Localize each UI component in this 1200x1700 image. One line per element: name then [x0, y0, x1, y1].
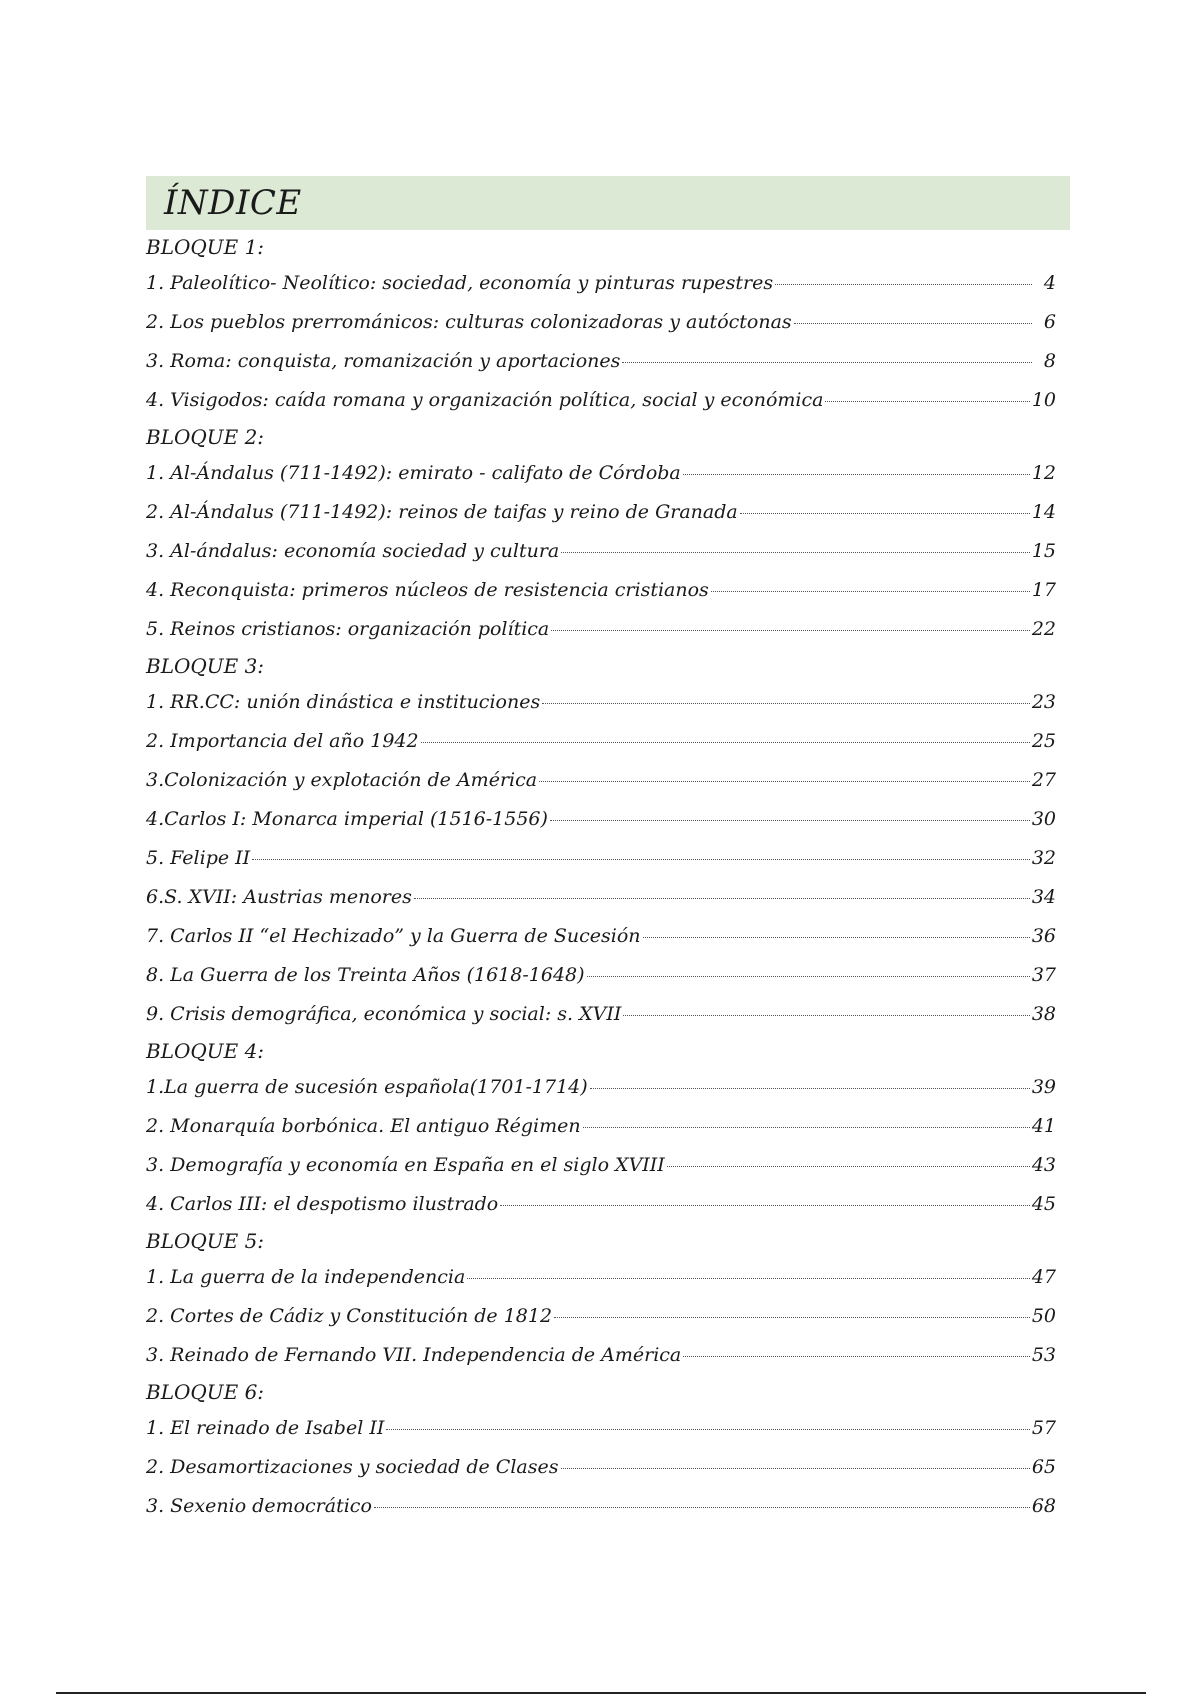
- dot-leader: [542, 703, 1030, 704]
- dot-leader: [622, 362, 1032, 363]
- toc-entry-page-number: 4: [1043, 272, 1056, 294]
- toc-entry: [146, 571, 1056, 610]
- toc-entry-page-number: 15: [1031, 540, 1056, 562]
- toc-entry-page-number: 53: [1031, 1344, 1056, 1366]
- index-title-bar: [146, 176, 1070, 230]
- dot-leader: [583, 1127, 1030, 1128]
- toc-entry-label: 2. Los pueblos prerrománicos: culturas colonizadoras y autóctonas: [146, 311, 792, 333]
- toc-entry: [146, 1068, 1056, 1107]
- toc-entry-label: 2. Cortes de Cádiz y Constitución de 1812: [146, 1305, 553, 1327]
- toc-entry-label: 2. Importancia del año 1942: [146, 730, 419, 752]
- toc-entry: [146, 1297, 1056, 1336]
- toc-entry-label: 1. RR.CC: unión dinástica e instituciones: [146, 691, 541, 713]
- dot-leader: [587, 976, 1030, 977]
- toc-entry-page-number: 41: [1031, 1115, 1056, 1137]
- toc-entry: [146, 683, 1056, 722]
- toc-entry: [146, 454, 1056, 493]
- toc-entry-page-number: 57: [1031, 1417, 1056, 1439]
- toc-entry-label: 4. Visigodos: caída romana y organización política, social y económica: [146, 389, 824, 411]
- dot-leader: [551, 630, 1030, 631]
- toc-entry-label: 1.La guerra de sucesión española(1701-1714): [146, 1076, 588, 1098]
- dot-leader: [252, 859, 1030, 860]
- toc-entry: [146, 532, 1056, 571]
- toc-entry-page-number: 23: [1031, 691, 1056, 713]
- block-heading: BLOQUE 6:: [146, 1380, 265, 1404]
- toc-entry: [146, 342, 1056, 381]
- block-heading: BLOQUE 1:: [146, 235, 265, 259]
- toc-entry: [146, 800, 1056, 839]
- toc-entry-label: 7. Carlos II “el Hechizado” y la Guerra de Sucesión: [146, 925, 641, 947]
- toc-entry-label: 3. Demografía y economía en España en el siglo XVIII: [146, 1154, 665, 1176]
- toc-entry: [146, 1448, 1056, 1487]
- toc-entry: [146, 1409, 1056, 1448]
- toc-entry-page-number: 34: [1031, 886, 1056, 908]
- toc-entry-page-number: 65: [1031, 1456, 1056, 1478]
- toc-entry-label: 3.Colonización y explotación de América: [146, 769, 538, 791]
- toc-entry: [146, 761, 1056, 800]
- block-heading: BLOQUE 2:: [146, 425, 265, 449]
- toc-entry: [146, 1107, 1056, 1146]
- toc-entry-page-number: 50: [1031, 1305, 1056, 1327]
- toc-entry-label: 4.Carlos I: Monarca imperial (1516-1556): [146, 808, 548, 830]
- dot-leader: [794, 323, 1032, 324]
- toc-entry-label: 8. La Guerra de los Treinta Años (1618-1648): [146, 964, 585, 986]
- dot-leader: [740, 513, 1030, 514]
- dot-leader: [386, 1429, 1029, 1430]
- toc-entry-page-number: 45: [1031, 1193, 1056, 1215]
- dot-leader: [554, 1317, 1030, 1318]
- toc-entry-page-number: 43: [1031, 1154, 1056, 1176]
- toc-entry-page-number: 22: [1031, 618, 1056, 640]
- toc-entry-label: 2. Monarquía borbónica. El antiguo Régimen: [146, 1115, 581, 1137]
- table-of-contents: [146, 230, 1056, 1526]
- toc-entry-label: 1. Paleolítico- Neolítico: sociedad, economía y pinturas rupestres: [146, 272, 774, 294]
- toc-entry: [146, 956, 1056, 995]
- dot-leader: [825, 401, 1029, 402]
- toc-entry: [146, 610, 1056, 649]
- toc-entry: [146, 381, 1056, 420]
- toc-entry-label: 6.S. XVII: Austrias menores: [146, 886, 412, 908]
- toc-entry-page-number: 10: [1031, 389, 1056, 411]
- toc-entry: [146, 264, 1056, 303]
- toc-entry: [146, 1146, 1056, 1185]
- toc-entry: [146, 1185, 1056, 1224]
- dot-leader: [421, 742, 1030, 743]
- toc-entry: [146, 493, 1056, 532]
- toc-entry-label: 2. Desamortizaciones y sociedad de Clases: [146, 1456, 559, 1478]
- dot-leader: [414, 898, 1030, 899]
- dot-leader: [667, 1166, 1030, 1167]
- toc-entry-page-number: 8: [1043, 350, 1056, 372]
- toc-entry-label: 3. Reinado de Fernando VII. Independencia de América: [146, 1344, 682, 1366]
- toc-entry-page-number: 14: [1031, 501, 1056, 523]
- dot-leader: [467, 1278, 1030, 1279]
- toc-entry-label: 1. La guerra de la independencia: [146, 1266, 466, 1288]
- toc-entry: [146, 303, 1056, 342]
- footer-divider: [56, 1692, 1146, 1694]
- toc-entry-page-number: 47: [1031, 1266, 1056, 1288]
- toc-entry-label: 2. Al-Ándalus (711-1492): reinos de taifas y reino de Granada: [146, 501, 738, 523]
- block-heading: BLOQUE 3:: [146, 654, 265, 678]
- toc-entry-page-number: 17: [1031, 579, 1056, 601]
- dot-leader: [683, 1356, 1030, 1357]
- toc-entry-label: 4. Reconquista: primeros núcleos de resistencia cristianos: [146, 579, 709, 601]
- dot-leader: [561, 1468, 1030, 1469]
- toc-entry-page-number: 6: [1043, 311, 1056, 333]
- dot-leader: [539, 781, 1030, 782]
- toc-entry-label: 9. Crisis demográfica, económica y social: s. XVII: [146, 1003, 622, 1025]
- toc-entry: [146, 1487, 1056, 1526]
- toc-entry-page-number: 27: [1031, 769, 1056, 791]
- block-heading: BLOQUE 4:: [146, 1039, 265, 1063]
- toc-entry-page-number: 38: [1031, 1003, 1056, 1025]
- toc-entry: [146, 839, 1056, 878]
- toc-entry-label: 5. Felipe II: [146, 847, 251, 869]
- toc-entry-label: 1. Al-Ándalus (711-1492): emirato - califato de Córdoba: [146, 462, 681, 484]
- toc-entry: [146, 1258, 1056, 1297]
- dot-leader: [623, 1015, 1029, 1016]
- toc-entry: [146, 995, 1056, 1034]
- toc-entry-page-number: 39: [1031, 1076, 1056, 1098]
- dot-leader: [374, 1507, 1030, 1508]
- toc-entry-label: 3. Sexenio democrático: [146, 1495, 372, 1517]
- toc-entry-page-number: 12: [1031, 462, 1056, 484]
- dot-leader: [711, 591, 1030, 592]
- dot-leader: [683, 474, 1030, 475]
- toc-entry-label: 3. Roma: conquista, romanización y aportaciones: [146, 350, 621, 372]
- toc-entry: [146, 1336, 1056, 1375]
- dot-leader: [775, 284, 1032, 285]
- toc-entry-label: 4. Carlos III: el despotismo ilustrado: [146, 1193, 499, 1215]
- toc-entry-label: 3. Al-ándalus: economía sociedad y cultura: [146, 540, 560, 562]
- toc-entry-page-number: 37: [1031, 964, 1056, 986]
- toc-entry-page-number: 30: [1031, 808, 1056, 830]
- toc-entry-page-number: 32: [1031, 847, 1056, 869]
- dot-leader: [590, 1088, 1030, 1089]
- dot-leader: [561, 552, 1030, 553]
- toc-entry-page-number: 36: [1031, 925, 1056, 947]
- toc-entry-page-number: 68: [1031, 1495, 1056, 1517]
- toc-entry: [146, 722, 1056, 761]
- toc-entry-label: 1. El reinado de Isabel II: [146, 1417, 385, 1439]
- toc-entry-page-number: 25: [1031, 730, 1056, 752]
- index-title: ÍNDICE: [164, 183, 302, 223]
- dot-leader: [500, 1205, 1030, 1206]
- block-heading: BLOQUE 5:: [146, 1229, 265, 1253]
- dot-leader: [643, 937, 1030, 938]
- toc-entry: [146, 917, 1056, 956]
- dot-leader: [550, 820, 1030, 821]
- toc-entry-label: 5. Reinos cristianos: organización política: [146, 618, 550, 640]
- toc-entry: [146, 878, 1056, 917]
